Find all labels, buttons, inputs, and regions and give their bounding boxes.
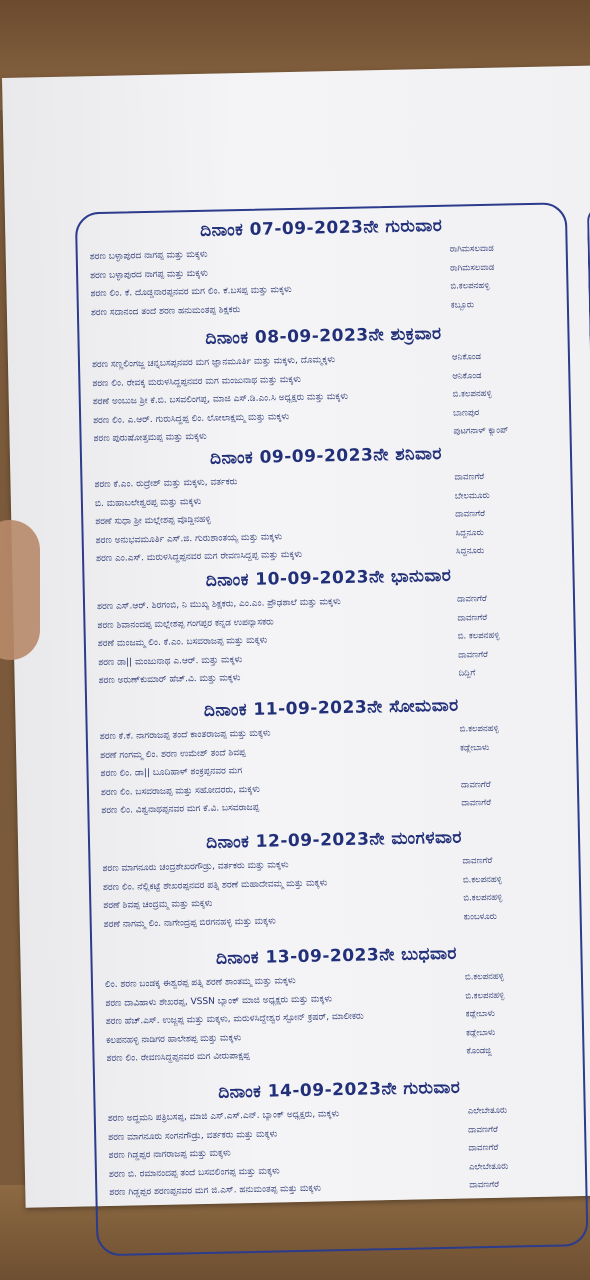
donor-place: ದಾವಣಗೆರೆ bbox=[455, 509, 486, 520]
donor-place: ದಾವಣಗೆರೆ bbox=[460, 779, 491, 791]
donor-name: ಶರಣ ಸದಾನಂದ ತಂದೆ ಶರಣ ಹನುಮಂತಪ್ಪ ಶಿಕ್ಷಕರು bbox=[90, 304, 241, 318]
donor-name: ಶರಣೆ ನಾಗಮ್ಮ ಲಿಂ. ನಾಗೇಂದ್ರಪ್ಪ ಬಿರಗನಹಳ್ಳಿ ಮತ್ತು ಮಕ್ಕಳು bbox=[103, 916, 276, 930]
donor-name: ಶರಣೆ ಗಂಗಮ್ಮ ಲಿಂ. ಶರಣ ಉಮೇಶ್ ತಂದೆ ಶಿವಪ್ಪ bbox=[100, 747, 246, 761]
donor-name: ಶರಣೆ ಅಂಬುಜ ಶ್ರೀ ಕೆ.ಬಿ. ಬಸವಲಿಂಗಪ್ಪ, ಮಾಜಿ ಎಸ್.ಡಿ.ಎಂ.ಸಿ ಅಧ್ಯಕ್ಷರು ಮತ್ತು ಮಕ್ಕಳು bbox=[92, 392, 349, 408]
donor-name: ಶರಣ ಡಾ|| ಮಂಜುನಾಥ ಎ.ಆರ್. ಮತ್ತು ಮಕ್ಕಳು bbox=[98, 654, 243, 668]
donor-name: ಶರಣೆ ಮಂಜಮ್ಮ ಲಿಂ. ಕೆ.ಎಂ. ಬಸವರಾಜಪ್ಪ ಮತ್ತು ಮಕ್ಕಳು bbox=[97, 635, 268, 650]
day-title: ದಿನಾಂಕ 10-09-2023ನೇ ಭಾನುವಾರ bbox=[205, 565, 452, 591]
donor-place: ಬೇಲಮೂರು bbox=[454, 490, 490, 502]
donor-place: ಬಿ.ಕಲಪನಹಳ್ಳಿ bbox=[462, 874, 502, 886]
day-title: ದಿನಾಂಕ 11-09-2023ನೇ ಸೋಮವಾರ bbox=[203, 695, 459, 721]
donor-name: ಶರಣ ಲಿಂ. ರೇವಣಸಿದ್ದಪ್ಪನವರ ಮಗ ವೀರುಪಾಕ್ಷಪ್ಪ bbox=[106, 1051, 250, 1065]
donor-name: ಶರಣ ಲಿಂ. ಎ.ಆರ್. ಗುರುಸಿದ್ದಪ್ಪ ಲಿಂ. ಲೋಲಾಕ್ಷಮ್ಮ ಮತ್ತು ಮಕ್ಕಳು bbox=[93, 411, 290, 426]
donor-name: ಶರಣ ಲಿಂ. ನೆಲ್ಲಿಕಟ್ಟೆ ಶೇಖರಪ್ಪನವರ ಪತ್ನಿ ಶರಣೆ ಮಹಾದೇವಮ್ಮ ಮತ್ತು ಮಕ್ಕಳು bbox=[102, 878, 328, 893]
donor-name: ಶರಣ ಗಿಡ್ಡಪ್ಪರ ನಾಗರಾಜಪ್ಪ ಮತ್ತು ಮಕ್ಕಳು bbox=[108, 1148, 231, 1162]
donor-place: ಸಿದ್ದನೂರು bbox=[455, 527, 484, 539]
donor-name: ಶರಣ ಮಾಗನೂರು ಸಂಗನಗೌಡ್ರು, ವರ್ತಕರು ಮತ್ತು ಮಕ್ಕಳು bbox=[108, 1129, 278, 1143]
donor-name: ಶರಣ ಅನುಭವಮೂರ್ತಿ ಎಸ್.ಜಿ. ಗುರುಶಾಂತಯ್ಯ ಮತ್ತು ಮಕ್ಕಳು bbox=[95, 531, 283, 546]
donor-name: ಶರಣ ಪುರುಷೋತ್ತಮಪ್ಪ ಮತ್ತು ಮಕ್ಕಳು bbox=[93, 432, 207, 445]
day-section bbox=[75, 208, 569, 322]
donor-place: ಕಬ್ಬೂರು bbox=[450, 299, 475, 311]
day-section bbox=[88, 820, 582, 934]
donor-place: ದಾವಣಗೆರೆ bbox=[456, 594, 487, 605]
day-title: ದಿನಾಂಕ 07-09-2023ನೇ ಗುರುವಾರ bbox=[199, 215, 443, 241]
donor-name: ಶರಣ ಎಂ.ಎಸ್. ಮರುಳಸಿದ್ದಪ್ಪನವರ ಮಗ ರೇವಣಸಿದ್ದಪ್ಪ ಮತ್ತು ಮಕ್ಕಳು bbox=[95, 550, 303, 565]
donor-place: ಕಡ್ಲೇಬಾಳು bbox=[466, 1027, 496, 1039]
day-section bbox=[90, 936, 584, 1069]
donor-name: ಶರಣ ಲಿಂ. ರೇವಕ್ಕ ಮರುಳಸಿದ್ದಪ್ಪನವರ ಮಗ ಮಂಜುನಾಥ ಮತ್ತು ಮಕ್ಕಳು bbox=[92, 374, 302, 389]
donor-place: ಎಲೇಬೇತೂರು bbox=[468, 1161, 509, 1173]
day-section bbox=[82, 558, 576, 691]
donor-place: ಕುಂಬಳೂರು bbox=[463, 911, 498, 923]
donor-name: ಶರಣ ಕೆ.ಕೆ. ನಾಗರಾಜಪ್ಪ ತಂದೆ ಕಾಂತರಾಜಪ್ಪ ಮತ್ತು ಮಕ್ಕಳು bbox=[99, 728, 271, 743]
donor-place: ದಾವಣಗೆರೆ bbox=[468, 1143, 499, 1154]
donor-place: ದಾವಣಗೆರೆ bbox=[468, 1124, 499, 1136]
donor-name: ಶರಣ ಶಿವಾನಂದಪ್ಪ ಮಲ್ಲೇಶಪ್ಪ ಗಂಗಪ್ಪರ ಕನ್ನಡ ಉಪನ್ಯಾಸಕರು bbox=[97, 617, 274, 631]
donor-name: ಶರಣ ಲಿಂ. ವಿಶ್ವನಾಥಪ್ಪನವರ ಮಗ ಕೆ.ವಿ. ಬಸವರಾಜಪ್ಪ bbox=[101, 803, 260, 817]
donor-name: ಶರಣ ಹೆಚ್.ಎಸ್. ಉಜ್ಜಪ್ಪ ಮತ್ತು ಮಕ್ಕಳು, ಮರುಳಸಿದ್ದೇಶ್ವರ ಸ್ಟೋನ್ ಕ್ರಷರ್, ಮಾಲೀಕರು bbox=[105, 1011, 364, 1028]
donor-place: ಆನಿಕೊಂಡ bbox=[451, 352, 482, 363]
donor-place: ಕಡ್ಲೇಬಾಳು bbox=[465, 1009, 495, 1020]
donor-place: ಬಿ.ಕಲಪನಹಳ್ಳಿ bbox=[464, 971, 505, 983]
donor-place: ಬಿ. ಕಲಪನಹಳ್ಳಿ bbox=[457, 630, 500, 642]
donor-place: ದಾವಣಗೆರೆ bbox=[457, 612, 488, 624]
donor-place: ಕಡ್ಲೇಬಾಳು bbox=[460, 742, 490, 754]
donor-name: ಶರಣ ಕೆ.ಎಂ. ರುದ್ರೇಶ್ ಮತ್ತು ಮಕ್ಕಳು, ವರ್ತಕರು bbox=[94, 477, 238, 491]
donor-name: ಶರಣ ಬಿ. ರಮಾನಂದಪ್ಪ ತಂದೆ ಬಸವಲಿಂಗಪ್ಪ ಮತ್ತು ಮಕ್ಕಳು bbox=[108, 1166, 280, 1180]
donor-place: ರಾಗಿಮಸಲವಾಡ bbox=[449, 243, 494, 255]
donor-name: ಶರಣ ಅದ್ದಮನಿ ಪತ್ರಿಬಸಪ್ಪ, ಮಾಜಿ ಎಸ್.ಎಸ್.ಎನ್. ಬ್ಯಾಂಕ್ ಅಧ್ಯಕ್ಷರು, ಮಕ್ಕಳು bbox=[107, 1109, 340, 1125]
donor-place: ಬಿ.ಕಲಪನಹಳ್ಳಿ bbox=[459, 723, 499, 735]
donor-place bbox=[461, 764, 579, 766]
donor-name: ಶರಣ ಬಳ್ಳಾಪುರದ ನಾಗಪ್ಪ ಮತ್ತು ಮಕ್ಕಳು bbox=[89, 249, 208, 263]
donor-name: ಶರಣೆ ಶಿವಪ್ಪ ಚಂದ್ರಮ್ಮ ಮತ್ತು ಮಕ್ಕಳು bbox=[103, 899, 213, 912]
day-section bbox=[93, 1070, 587, 1203]
donor-place: ಎಲೇಬೇತೂರು bbox=[467, 1105, 508, 1117]
donor-place: ಆನಿಕೊಂಡ bbox=[452, 370, 482, 382]
day-title: ದಿನಾಂಕ 09-09-2023ನೇ ಶನಿವಾರ bbox=[209, 443, 443, 469]
day-section bbox=[85, 688, 579, 821]
donor-name: ಶರಣ ಗಿಡ್ಡಪ್ಪರ ಶರಣಪ್ಪನವರ ಮಗ ಜಿ.ಎಸ್. ಹನುಮಂತಪ್ಪ ಮತ್ತು ಮಕ್ಕಳು bbox=[109, 1183, 322, 1199]
day-section bbox=[77, 316, 571, 449]
donor-place: ಕೊಂಡಜ್ಜಿ bbox=[466, 1046, 492, 1057]
donor-name: ಶರಣ ಲಿಂ. ಕೆ. ದೊಡ್ಡನಾರಪ್ಪನವರ ಮಗ ಲಿಂ. ಕೆ.ಬಸಪ್ಪ ಮತ್ತು ಮಕ್ಕಳು bbox=[90, 285, 292, 300]
donor-place: ದಾವಣಗೆರೆ bbox=[461, 798, 492, 809]
donor-place: ಬಾಣಪುರ bbox=[453, 407, 480, 419]
printed-sheet bbox=[2, 65, 590, 1207]
donor-name: ಕಲಪನಹಳ್ಳಿ ನಾಡಿಗರ ಹಾಲೇಶಪ್ಪ ಮತ್ತು ಮಕ್ಕಳು bbox=[106, 1032, 242, 1046]
donor-place: ಪುಟಗನಾಳ್ ಕ್ಯಾಂಪ್ bbox=[453, 425, 509, 437]
donor-name: ಬಿ. ಮಹಾಬಲೇಶ್ವರಪ್ಪ ಮತ್ತು ಮಕ್ಕಳು bbox=[94, 496, 202, 509]
day-title: ದಿನಾಂಕ 12-09-2023ನೇ ಮಂಗಳವಾರ bbox=[205, 827, 463, 853]
donor-name: ಲಿಂ. ಶರಣ ಬಂಡಕ್ಕ ಈಶ್ವರಪ್ಪ ಪತ್ನಿ ಶರಣೆ ಶಾಂತಮ್ಮ ಮತ್ತು ಮಕ್ಕಳು bbox=[104, 976, 296, 991]
holding-finger bbox=[0, 520, 40, 660]
donor-place: ದಾವಣಗೆರೆ bbox=[458, 649, 489, 661]
donor-name: ಶರಣ ಮಾಗನೂರು ಚಂದ್ರಶೇಖರಗೌಡ್ರು, ವರ್ತಕರು ಮತ್ತು ಮಕ್ಕಳು bbox=[102, 860, 289, 875]
donor-name: ಶರಣ ಸಣ್ಣಲಿಂಗಜ್ಜ ಚನ್ನಬಸಪ್ಪನವರ ಮಗ ಜ್ಞಾನಮೂರ್ತಿ ಮತ್ತು ಮಕ್ಕಳು, ದೊಮ್ಮಕ್ಕಳು bbox=[91, 355, 336, 371]
donor-place: ರಾಗಿಮಸಲವಾಡ bbox=[449, 262, 495, 274]
donor-place: ಬಿ.ಕಲಪನಹಳ್ಳಿ bbox=[463, 892, 503, 904]
donor-place: ಬಿ.ಕಲಪನಹಳ್ಳಿ bbox=[465, 990, 505, 1002]
day-title: ದಿನಾಂಕ 08-09-2023ನೇ ಶುಕ್ರವಾರ bbox=[205, 323, 442, 349]
day-section bbox=[80, 436, 574, 569]
donor-name: ಶರಣ ಲಿಂ. ಡಾ|| ಬೂದಿಹಾಳ್ ಶಂಕ್ರಪ್ಪನವರ ಮಗ bbox=[100, 766, 243, 780]
donor-name: ಶರಣೆ ಸುಧಾ ಶ್ರೀ ಮಲ್ಲೇಶಪ್ಪ ವೊಡ್ಡಿನಹಳ್ಳಿ bbox=[95, 514, 211, 528]
day-title: ದಿನಾಂಕ 14-09-2023ನೇ ಗುರುವಾರ bbox=[218, 1077, 461, 1103]
donor-name: ಶರಣ ಅರುಣ್‌ಕುಮಾರ್ ಹೆಚ್.ವಿ. ಮತ್ತು ಮಕ್ಕಳು bbox=[98, 673, 241, 687]
donor-place: ಬಿ.ಕಲಪನಹಳ್ಳಿ bbox=[450, 281, 490, 292]
donor-place: ಬಿ.ಕಲಪನಹಳ್ಳಿ bbox=[452, 389, 492, 400]
donor-place: ದಾವಣಗೆರೆ bbox=[462, 856, 493, 867]
donor-place: ದಾವಣಗೆರೆ bbox=[469, 1180, 500, 1191]
donor-name: ಶರಣ ಎಸ್.ಆರ್. ಶಿರಗಂಬಿ, ನಿ ಮುಖ್ಯ ಶಿಕ್ಷಕರು, ಎಂ.ಎಂ. ಪ್ರೌಢಶಾಲೆ ಮತ್ತು ಮಕ್ಕಳು bbox=[97, 597, 341, 613]
donor-place: ಸಿದ್ದನೂರು bbox=[455, 546, 485, 557]
day-title: ದಿನಾಂಕ 13-09-2023ನೇ ಬುಧವಾರ bbox=[215, 943, 458, 969]
donor-name: ಶರಣ ಬಳ್ಳಾಪುರದ ನಾಗಪ್ಪ ಮತ್ತು ಮಕ್ಕಳು bbox=[90, 268, 209, 281]
donor-name: ಶರಣ ಲಿಂ. ಬಸವರಾಜಪ್ಪ ಮತ್ತು ಸಹೋದರರು, ಮಕ್ಕಳು bbox=[100, 784, 261, 798]
donor-place: ದಾವಣಗೆರೆ bbox=[454, 472, 485, 483]
donor-place: ದಿದ್ದಿಗೆ bbox=[458, 668, 476, 679]
donor-name: ಶರಣ ದಾವಿಹಾಳು ಶೇಖರಪ್ಪ, VSSN ಬ್ಯಾಂಕ್ ಮಾಜಿ ಅಧ್ಯಕ್ಷರು ಮತ್ತು ಮಕ್ಕಳು bbox=[105, 994, 333, 1009]
